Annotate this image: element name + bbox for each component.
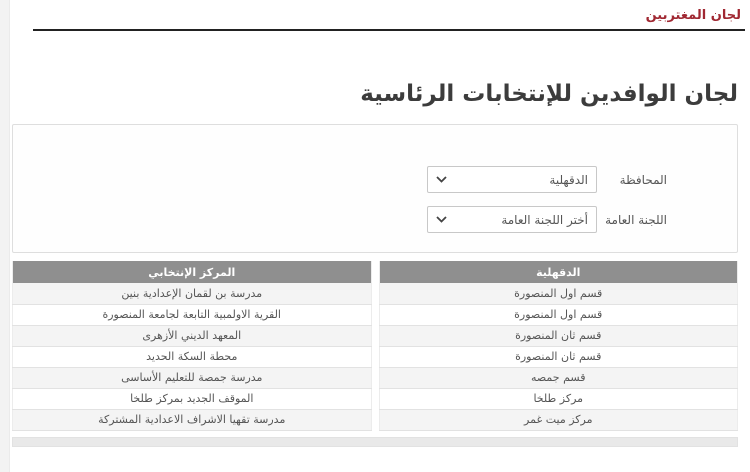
electoral-center-cell: الموقف الجديد بمركز طلخا (13, 388, 372, 409)
table-header-row (379, 261, 738, 283)
district-table (379, 261, 739, 431)
content-area (12, 81, 738, 447)
electoral-center-cell: مدرسة بن لقمان الإعدادية بنين (13, 283, 372, 304)
electoral-center-cell: المعهد الديني الأزهرى (13, 325, 372, 346)
district-column-header: الدقهلية (379, 261, 738, 283)
chevron-down-icon (436, 176, 447, 183)
governorate-select[interactable] (427, 166, 597, 193)
table-row (379, 346, 738, 367)
site-title: لجان المغتربين (645, 8, 741, 23)
district-cell: قسم اول المنصورة (379, 283, 738, 304)
district-cell: قسم جمصه (379, 367, 738, 388)
electoral-center-column-header: المركز الإنتخابي (13, 261, 372, 283)
table-row (13, 409, 372, 430)
electoral-center-cell: مدرسة تقهيا الاشراف الاعدادية المشتركة (13, 409, 372, 430)
chevron-down-icon (436, 216, 447, 223)
filters-panel (12, 124, 738, 253)
district-cell: قسم ثان المنصورة (379, 346, 738, 367)
table-row (379, 409, 738, 430)
table-row (13, 325, 372, 346)
general-committee-select[interactable] (427, 206, 597, 233)
governorate-selected-value: الدقهلية (549, 172, 588, 187)
district-cell: قسم ثان المنصورة (379, 325, 738, 346)
electoral-center-cell: محطة السكة الحديد (13, 346, 372, 367)
district-cell: مركز طلخا (379, 388, 738, 409)
general-committee-row (13, 206, 667, 233)
general-committee-label: اللجنة العامة (605, 212, 667, 227)
table-row (13, 283, 372, 304)
district-cell: مركز ميت غمر (379, 409, 738, 430)
governorate-label: المحافظة (619, 172, 667, 187)
topbar (0, 0, 750, 31)
electoral-center-cell: مدرسة جمصة للتعليم الأساسى (13, 367, 372, 388)
table-row (13, 367, 372, 388)
table-row (379, 325, 738, 346)
electoral-center-cell: القرية الاولمبية التابعة لجامعة المنصورة (13, 304, 372, 325)
table-row (379, 304, 738, 325)
general-committee-selected-value: أختر اللجنة العامة (501, 212, 588, 227)
electoral-center-table (12, 261, 372, 431)
footer-bar (12, 437, 738, 447)
table-row (13, 388, 372, 409)
table-row (379, 283, 738, 304)
page-title: لجان الوافدين للإنتخابات الرئاسية (360, 81, 738, 107)
district-cell: قسم اول المنصورة (379, 304, 738, 325)
table-row (379, 388, 738, 409)
results-tables (12, 261, 738, 431)
governorate-row (13, 166, 667, 193)
page-left-edge (0, 0, 10, 472)
table-header-row (13, 261, 372, 283)
header-divider (33, 29, 745, 31)
table-row (13, 304, 372, 325)
table-row (379, 367, 738, 388)
table-row (13, 346, 372, 367)
